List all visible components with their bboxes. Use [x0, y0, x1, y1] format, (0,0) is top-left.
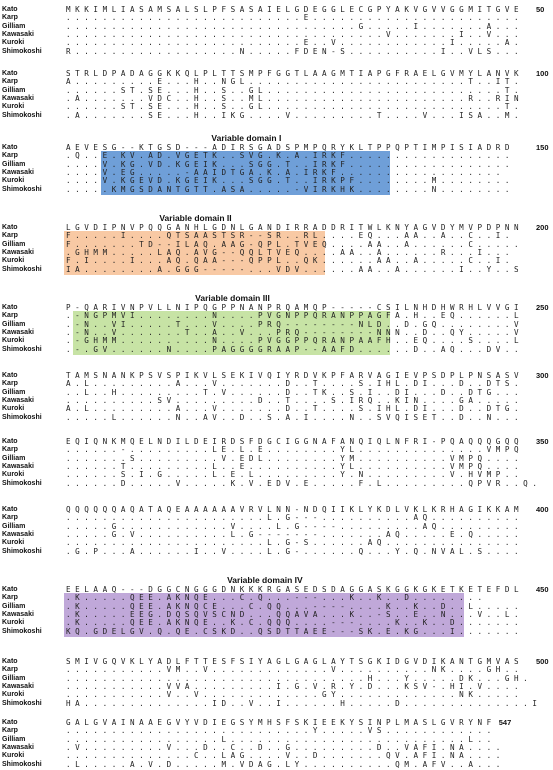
- sequence-row: . . . . . . . . . . . . . . . . . . . . . . . . . . E . . V . . . . . . . . . . . . I . . . . . A .: [66, 38, 519, 48]
- sequence-row: . . . . . . . . . . . . . . . . . . . . . . . . . . . . . . . . . H . . . Y . . . . . D K . . . G H .: [66, 673, 528, 683]
- sequence-row: . . . . V . K G E V D . K G E I K . . . S G G . T . . I R K P F . . . . . . . . M . . . . . . . .: [66, 176, 510, 186]
- position-number: 200: [536, 223, 549, 232]
- strain-label: Kuroki: [2, 619, 25, 627]
- sequence-row: E Q I Q N K M Q E L N D I L D E I R D S F D G C I G G N A F A N Q I Q L N F R I - P Q A Q Q Q G Q Q: [66, 437, 519, 446]
- strain-label: Kuroki: [2, 405, 25, 413]
- sequence-row: L G V D I P N V P Q Q G A N H L G D N L G A N D I R R A D D R I T W L K N Y A G V D Y M V P D P N N: [66, 223, 519, 232]
- strain-label: Kuroki: [2, 539, 25, 547]
- sequence-row: . . L . . H . . . . . . . . . T . V . . . . . . D . . T K . . S . I . . D I . . . D . . D T G . . .: [66, 387, 519, 397]
- strain-label: Kawasaki: [2, 610, 34, 618]
- strain-label: Shimokoshi: [2, 47, 42, 55]
- strain-label: Kuroki: [2, 177, 25, 185]
- sequence-row: . . . . . . D . . . . . V . . . . . K . V . E D V . E . . . . . F . L . . . . . . . . . Q P V R . . Q .: [66, 478, 537, 488]
- position-number: 350: [536, 437, 549, 446]
- sequence-row: G A L G V A I N A A E G V Y V D I E G S Y M H S F S K I E E K Y S I N P L M A S L G V R Y N F: [66, 718, 492, 727]
- sequence-row: K Q . G D E L G V . Q . Q E . C S K D . . Q S D T T A E E - - - S K . E . K G . . . I . . . . . . .: [66, 626, 519, 636]
- strain-label: Karp: [2, 78, 18, 86]
- sequence-row: T A M S N A N K P S V S P I K V L S E K I V Q I Y R D V K P F A R V A G I E V P S D P L P N S A S V: [66, 371, 519, 380]
- strain-label: Kuroki: [2, 103, 25, 111]
- strain-label: Karp: [2, 594, 18, 602]
- strain-label: Kawasaki: [2, 396, 34, 404]
- sequence-row: F . . . . . I . . . . Q T S A A S T S R - - S R . . R L . . . . E Q . . . A A . . A . . C . . I .: [66, 231, 510, 241]
- strain-label: Gilliam: [2, 86, 26, 94]
- strain-label: Gilliam: [2, 735, 26, 743]
- sequence-row: . - N G P M V I . . . . . . . . N . . . . P V G N P P Q R A N P P A G F A . H . . E Q . . . . . . L: [66, 311, 519, 321]
- strain-label: Gilliam: [2, 22, 26, 30]
- strain-label: Kuroki: [2, 39, 25, 47]
- strain-label: Kawasaki: [2, 168, 34, 176]
- strain-label: Shimokoshi: [2, 345, 42, 353]
- position-number: 400: [536, 505, 549, 514]
- sequence-row: . . . . . . - . . . . . . . . . L E . L . E . . . . . . . . Y L . . . . . . . . . . . . . . V M P Q: [66, 445, 519, 455]
- sequence-row: S M I V G Q V K L Y A D L F T T E S F S I Y A G L G A G L A Y T S G K I D G V D I K A N T G M V A S: [66, 657, 519, 666]
- sequence-row: . - G H M M . . . . . . . . . . N . . . . P V G G P P Q R A N P A A F H . . E Q . . . . S . . . . L: [66, 336, 519, 346]
- sequence-row: A E V E S G - - K T G S D - - - A D I R S G A D S P M P Q R Y K L T P P Q P T I M P I S I A D R D: [66, 143, 510, 152]
- strain-label: Gilliam: [2, 522, 26, 530]
- sequence-row: . . . . . G . V . . . . . . . . . . L . G - - - - - - - . . . . . . . A Q . . . . . E . Q . . . . .: [66, 529, 519, 539]
- sequence-row: . . . . . . . . . . . . . . . . . . . . . . L . G - - - . . . . . . . . . . A Q . . . . . . . . . .: [66, 513, 519, 523]
- sequence-row: Q Q Q Q Q Q A Q A T A Q E A A A A A A V R V L N N - N D Q I I K L Y K D L V K L K R H A G I K K A M: [66, 505, 519, 514]
- strain-label: Gilliam: [2, 674, 26, 682]
- sequence-row: R . . . . . . . . . . . . . . . . . . N . . . . . F D E N - S . . . . . . . . . . I . . V L S . . .: [66, 46, 519, 56]
- strain-label: Karp: [2, 380, 18, 388]
- sequence-row: . . . . . . . S . . . . . . . . . V . E D L . . . . . . . . Y M . . . . . . . . . . V M P Q . . . .: [66, 453, 519, 463]
- strain-label: Kato: [2, 304, 18, 311]
- sequence-row: . . . . . . . . . . . V . . V . . . . . . . . . . . . . G Y . . . . . . . . . . . . . N K . . . . .: [66, 690, 519, 700]
- sequence-row: . A . . . . . . . S E . . . H . . I K G . . . . V . . . . . . . . . T . . . . V . . . I S A . . M .: [66, 110, 519, 120]
- strain-label: Kawasaki: [2, 530, 34, 538]
- strain-label: Kato: [2, 506, 18, 513]
- strain-label: Shimokoshi: [2, 413, 42, 421]
- sequence-row: . . . . . . . . . . . . . . C . . L A G . . . . V . . D . . . . . . . Q V . A F I . N A . . . .: [66, 751, 501, 761]
- strain-label: Gilliam: [2, 454, 26, 462]
- sequence-row: . . . . . . . . . . . . . . . . . . . . . . . . . . E . . . . . . . . . . . . . . . . . . . . . . .: [66, 13, 519, 23]
- sequence-row: . Q . . E . K V . A D . V G E T K . . S V G . K . A . I R K F . . . . . . . . . . . . . . . . . .: [66, 151, 510, 161]
- strain-label: Karp: [2, 232, 18, 240]
- strain-label: Shimokoshi: [2, 479, 42, 487]
- sequence-row: . . . . . . . . . . . V M . . V . . . . . . . . . . . . . V . . . . . . . . . . N K . . . . G H . .: [66, 665, 519, 675]
- sequence-row: . . . . . G . . . . . . . . . . . . V . . . . L . G - - - - . . . . . . . . . A Q . . . . . . . . .: [66, 521, 519, 531]
- sequence-row: . K . . . . . Q E E . A K N Q E . . K . C . Q Q Q . . . . - - - . . . . K . . K . . D . . . . . . .: [66, 618, 519, 628]
- strain-label: Shimokoshi: [2, 760, 42, 768]
- sequence-row: . . . . V . K G . V D . K G E I K . . . S G G . T . . I R K F . . . . . . . . . . . . . . . . . .: [66, 159, 510, 169]
- strain-label: Kato: [2, 70, 18, 77]
- position-number: 150: [536, 143, 549, 152]
- sequence-row: A . L . . . . . . . . . A . . . V . . . . . . . D . . T . . . . S . I H L . D I . . . D . . D T S .: [66, 379, 519, 389]
- strain-label: Shimokoshi: [2, 547, 42, 555]
- strain-label: Shimokoshi: [2, 185, 42, 193]
- strain-label: Karp: [2, 666, 18, 674]
- strain-label: Kuroki: [2, 471, 25, 479]
- domain-title: Variable domain IV: [227, 575, 303, 585]
- position-number: 500: [536, 657, 549, 666]
- strain-label: Kawasaki: [2, 682, 34, 690]
- strain-label: Kawasaki: [2, 30, 34, 38]
- strain-label: Kuroki: [2, 691, 25, 699]
- sequence-row: . . . . . . S T . S E . . . H . . S . . G L . . . . . . . . . . . . . . . . . . . . . . . . . . T .: [66, 102, 519, 112]
- strain-label: Kawasaki: [2, 462, 34, 470]
- position-number: 50: [536, 5, 545, 14]
- sequence-row: . . . . . . . . . . . . . . . . . L . . . . . . . . . . . . . . . . . . . . . . . . . . L . .: [66, 734, 492, 744]
- strain-label: Kato: [2, 144, 18, 151]
- sequence-row: . . . . . . . . . . S V . . . . . . . . . D . . T . . . . S . I R Q . . K I N . . . . G A . . . . .: [66, 395, 519, 405]
- domain-title: Variable domain I: [211, 133, 282, 143]
- domain-title: Variable domain II: [159, 213, 232, 223]
- sequence-row: . . . . . . . . . . . V V A . . . . . . . . . I . G . V . R . Y . D . . . K S V - . H I . V . . . .: [66, 681, 519, 691]
- strain-label: Gilliam: [2, 602, 26, 610]
- strain-label: Kawasaki: [2, 328, 34, 336]
- sequence-row: . - N . . V . . . . . . . T . . A . . V . . . P R Q - - - - - - - - N N N . . D . . Q Y . . . . . V: [66, 327, 519, 337]
- position-number: 547: [498, 718, 512, 727]
- strain-label: Gilliam: [2, 388, 26, 396]
- strain-label: Karp: [2, 514, 18, 522]
- sequence-row: F . . . . . . . T D - - I L A Q . A A G - Q P L . T V E Q . . . . A A . . A . . . . . . C . . . . .: [66, 239, 519, 249]
- position-number: 300: [536, 371, 549, 380]
- strain-label: Gilliam: [2, 240, 26, 248]
- sequence-row: . A . . . . . . . V D C . . H . . S . . M L . . . . . . . . . . . . . . . . . . . . . . R . . R I N: [66, 93, 519, 103]
- strain-label: Karp: [2, 14, 18, 22]
- sequence-row: . - . G V . . . . . . N . . . . P A G G G G R A A P - - A A F D . . . . . . D . . A Q . . . D V . .: [66, 344, 519, 354]
- sequence-row: . G . P . . . A . . . . . . I . . V . . . . L . G - . . . . . . Q . . . Y . Q . N V A L . S . . . .: [66, 546, 519, 556]
- sequence-row: . . . . . . S T . S E . . . H . . S . . G L . . . . . . . . . . . . . . . . . . . . . . . . . . T .: [66, 85, 519, 95]
- sequence-row: . . . . . . . . . . . . . . . . . . . . . . . . . . . . . . . . G . . . . . I . . . . . . . A . . .: [66, 21, 519, 31]
- sequence-row: . . . . . . . . . . . . . . . . . . . . . . L . G - S . . . . . . A Q . . . . . . . . . . . . . . .: [66, 538, 519, 548]
- sequence-row: . . . . V . E G . . . . . - A A I D T G A . K . A . I R K F . . . . . . . . . . . . . . . . . .: [66, 167, 501, 177]
- sequence-row: . L . . . . . A . V . D . . . . . M . V D A G . L Y . . . . . . . . . . Q M . A F V . . A . . .: [66, 759, 501, 769]
- sequence-row: E E L A A Q - - - D G G C N G G G D N K K K R G A S E D S D A G G A S K G G K G K E T K E T E F D L: [66, 585, 519, 594]
- sequence-row: . . . . . . T . . . . . . . . . L . . E . . . . . . . . . . Y L . . . . . . . . . . V M P Q . . . .: [66, 461, 519, 471]
- sequence-row: . G H M M . . . . . L A Q . A V G - - Q Q L T V E Q . . . . A A . . A . . . . . . R . . . I . . .: [66, 247, 510, 257]
- sequence-row: . V . . . . . . . . . V . . . D . . C . . D . . G . . . . . . . . . D . . V A F I . N A . . . .: [66, 742, 501, 752]
- strain-label: Kawasaki: [2, 743, 34, 751]
- sequence-row: A . L . . . . . . . . . A . . . V . . . . . . . D . . T . . . . S . I H L . D I . . . D . . D T G .: [66, 404, 519, 414]
- strain-label: Kuroki: [2, 257, 25, 265]
- strain-label: Gilliam: [2, 160, 26, 168]
- position-number: 100: [536, 69, 549, 78]
- strain-label: Kato: [2, 658, 18, 665]
- sequence-row: . . . . . . . . . . . . . . . . . . . . . . . . . . . . . . . . . . . V . . . . . . . I . . V . . .: [66, 29, 519, 39]
- strain-label: Karp: [2, 727, 18, 735]
- strain-label: Kato: [2, 372, 18, 379]
- sequence-row: . K . . . . . E E G . D Q S Q V S C N D . . . Q Q A V A . . . K . . - S . . E . . N . . . V . . L .: [66, 609, 519, 619]
- sequence-row: . - N . . V I . . . . . T . . . V . . . . P R Q - - - - - - - - N L D . . D . G Q . . . . . . . . V: [66, 319, 519, 329]
- strain-label: Karp: [2, 312, 18, 320]
- sequence-row: H A . . . . . . . . . . . . . . I D . . V . . I . . . . . . H . . . . . D . . . . . . . . . . . . . . I: [66, 698, 537, 708]
- sequence-row: S T R L D P A D A G G K K Q L P L T T S M P F G G T L A A G M T I A P G F R A E L G V M Y L A N V K: [66, 69, 519, 78]
- strain-label: Kuroki: [2, 752, 25, 760]
- sequence-row: A . . . . . . . . . E . . . H . . N G L . . . . . . . . . . . . . . . . . . . . . . . . T . . I T .: [66, 77, 519, 87]
- sequence-row: . . . . . . S . I . G . . . . . L . E . L . . . . . . . . . Y . N . . . . . . . . . V . H V M P . .: [66, 470, 519, 480]
- sequence-row: M K K I M L I A S A M S A L S L P F S A S A I E L G D E G G L E C G P Y A K V G V V G G M I T G V E: [66, 5, 519, 14]
- strain-label: Kuroki: [2, 337, 25, 345]
- strain-label: Kato: [2, 719, 18, 726]
- strain-label: Kato: [2, 224, 18, 231]
- sequence-row: I A . . . . . . . . A . G G G - - - - - . . . V D V . . . . . . A A . . A . . . . . . I . . Y . . S: [66, 264, 519, 274]
- sequence-row: P - Q A R I V N P V L L N I P Q G P P N A N P R Q A M Q P - - - - - C S I L N H D H W R H L V V G I: [66, 303, 519, 312]
- sequence-row: . . . . . . . . . . . . . . . . . . . . . . . . . . . Y . . . . . V S . . . . . . . . . . . .: [66, 726, 492, 736]
- position-number: 450: [536, 585, 549, 594]
- strain-label: Kato: [2, 438, 18, 445]
- position-number: 250: [536, 303, 549, 312]
- sequence-row: . . . . . K M G S D A N T G T T . A S A . . . . . - V I R K H K . . . . . . . . N . . . . . . . .: [66, 184, 510, 194]
- strain-label: Shimokoshi: [2, 627, 42, 635]
- strain-label: Kato: [2, 586, 18, 593]
- sequence-row: . . . . . L . . . . . . N . . A V . . D . . S . A . I . . . . N . . S V Q I S E T . . D . . N . . .: [66, 412, 519, 422]
- strain-label: Kato: [2, 6, 18, 13]
- strain-label: Kawasaki: [2, 248, 34, 256]
- strain-label: Shimokoshi: [2, 699, 42, 707]
- strain-label: Shimokoshi: [2, 111, 42, 119]
- strain-label: Karp: [2, 152, 18, 160]
- strain-label: Karp: [2, 446, 18, 454]
- domain-title: Variable domain III: [195, 293, 270, 303]
- sequence-row: . K . . . . . Q E E . A K N Q C E . . . C . Q Q . . . - - - - . . . . K . . K . . D . . L . . . . .: [66, 601, 519, 611]
- strain-label: Shimokoshi: [2, 265, 42, 273]
- strain-label: Kawasaki: [2, 94, 34, 102]
- sequence-row: . K . . . . . Q E E . A K N Q E . . . C . Q . . . - - - . . . K . . K . . D . . . . . . . .: [66, 593, 483, 603]
- sequence-row: F . I . . . . I . . . A Q . Q A A - - - Q P P L . . Q K . . . . . . A A . . A . . . . . C . . I .: [66, 256, 510, 266]
- strain-label: Gilliam: [2, 320, 26, 328]
